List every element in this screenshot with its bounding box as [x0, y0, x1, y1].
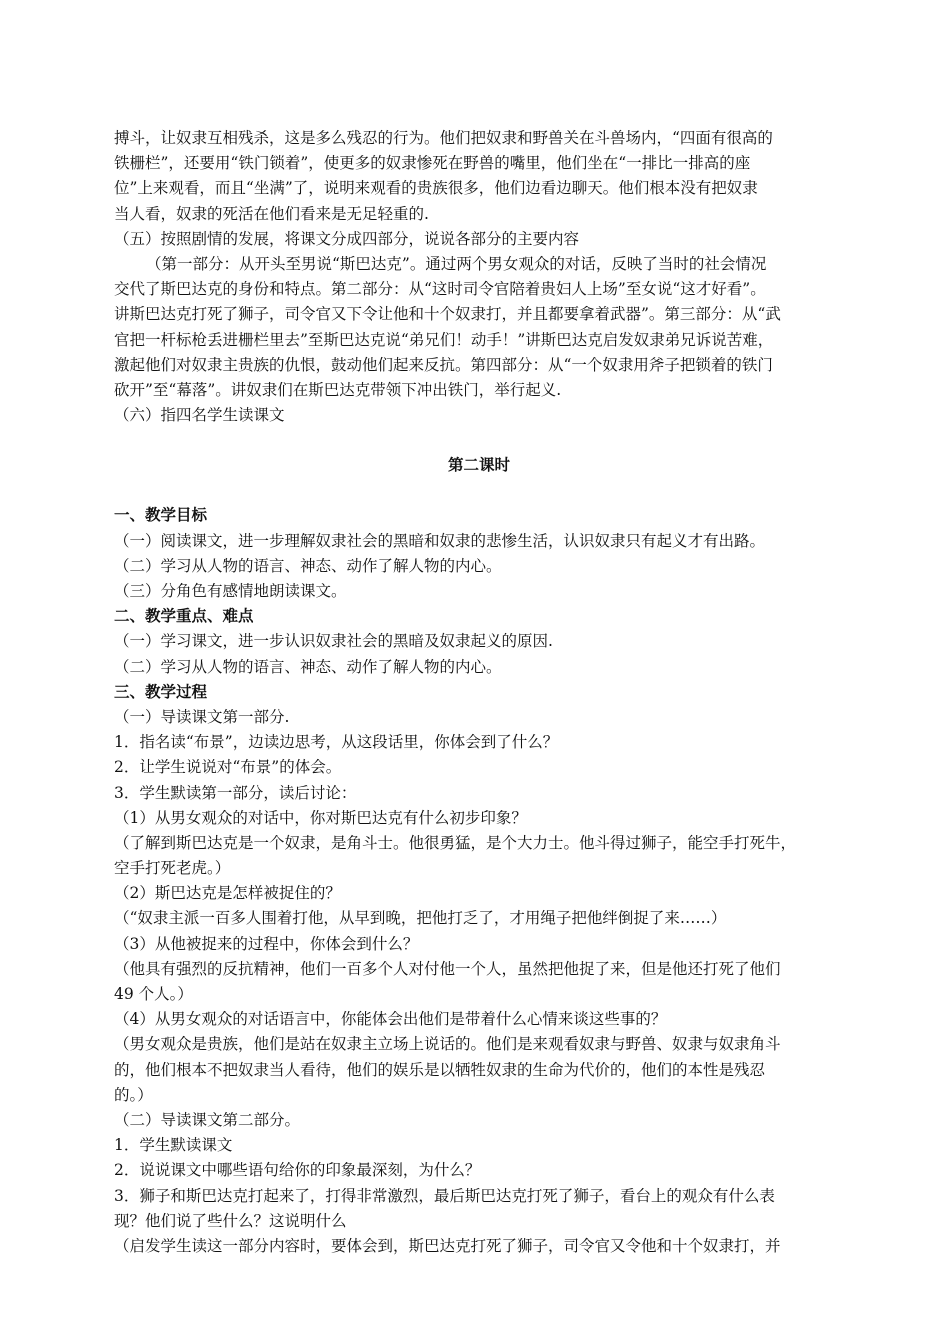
text-line: （2）斯巴达克是怎样被捉住的？ — [114, 884, 341, 903]
text-line: （3）从他被捉来的过程中，你体会到什么？ — [114, 934, 419, 953]
teaching-process — [114, 680, 844, 1259]
text-line: 讲斯巴达克打死了狮子，司令官又下令让他和十个奴隶打，并且都要拿着武器”。第三部分：从“武 — [114, 305, 781, 324]
text-line: （五）按照剧情的发展，将课文分成四部分，说说各部分的主要内容 — [114, 229, 580, 248]
text-line: 官把一杆标枪丢进栅栏里去”至斯巴达克说“弟兄们！动手！”讲斯巴达克启发奴隶弟兄诉说苦难， — [114, 330, 774, 349]
text-line: 49 个人。） — [114, 985, 193, 1003]
text-line: （一）导读课文第一部分. — [114, 707, 290, 726]
text-line: 1．学生默读课文 — [114, 1136, 233, 1155]
section-title: 第二课时 — [447, 456, 510, 475]
text-line: （了解到斯巴达克是一个奴隶，是角斗士。他很勇猛，是个大力士。他斗得过狮子，能空手打死牛， — [114, 833, 797, 852]
text-line: 的，他们根本不把奴隶当人看待，他们的娱乐是以牺牲奴隶的生命为代价的，他们的本性是残忍 — [114, 1060, 766, 1079]
text-line: 2．让学生说说对“布景”的体会。 — [114, 758, 342, 777]
text-line: 3．学生默读第一部分，读后讨论： — [114, 783, 357, 802]
text-line: （六）指四名学生读课文 — [114, 406, 285, 425]
text-line: 空手打死老虎。） — [114, 859, 231, 878]
list-item: （一）阅读课文，进一步理解奴隶社会的黑暗和奴隶的悲惨生活，认识奴隶只有起义才有出路。 — [114, 531, 766, 550]
text-line: 搏斗，让奴隶互相残杀，这是多么残忍的行为。他们把奴隶和野兽关在斗兽场内，“四面有很高的 — [114, 129, 773, 147]
text-line: 铁栅栏”，还要用“铁门锁着”，使更多的奴隶惨死在野兽的嘴里，他们坐在“一排比一排高的座 — [114, 154, 751, 173]
text-line: 位”上来观看，而且“坐满”了，说明来观看的贵族很多，他们边看边聊天。他们根本没有把奴隶 — [114, 179, 758, 198]
text-line: 的。） — [114, 1085, 153, 1104]
text-line: 激起他们对奴隶主贵族的仇恨，鼓动他们起来反抗。第四部分：从“一个奴隶用斧子把锁着的铁门 — [114, 355, 773, 374]
list-item: （二）学习从人物的语言、神态、动作了解人物的内心。 — [114, 556, 502, 575]
text-line: 3．狮子和斯巴达克打起来了，打得非常激烈，最后斯巴达克打死了狮子，看台上的观众有什么表 — [114, 1186, 775, 1205]
list-item: （二）学习从人物的语言、神态、动作了解人物的内心。 — [114, 657, 502, 676]
section-heading: 一、教学目标 — [114, 506, 208, 525]
text-line: （“奴隶主派一百多人围着打他，从早到晚，把他打乏了，才用绳子把他绊倒捉了来……） — [114, 909, 727, 928]
text-line: （男女观众是贵族，他们是站在奴隶主立场上说话的。他们是来观看奴隶与野兽、奴隶与奴隶角斗 — [114, 1035, 781, 1054]
teaching-goals — [114, 503, 844, 604]
text-line: （他具有强烈的反抗精神，他们一百多个人对付他一个人，虽然把他捉了来，但是他还打死了他们 — [114, 959, 781, 978]
section-heading: 三、教学过程 — [114, 682, 208, 701]
text-line: （1）从男女观众的对话中，你对斯巴达克有什么初步印象？ — [114, 808, 527, 827]
list-item: （三）分角色有感情地朗读课文。 — [114, 582, 347, 600]
text-line: 砍开”至“幕落”。讲奴隶们在斯巴达克带领下冲出铁门，举行起义. — [114, 380, 562, 399]
text-line: （4）从男女观众的对话语言中，你能体会出他们是带着什么心情来谈这些事的？ — [114, 1010, 667, 1029]
paragraph-analysis — [114, 126, 844, 428]
text-line: 现？他们说了些什么？这说明什么 — [114, 1211, 347, 1230]
text-line: 1．指名读“布景”，边读边思考，从这段话里，你体会到了什么？ — [114, 733, 559, 752]
teaching-focus — [114, 604, 844, 680]
text-line: （二）导读课文第二部分。 — [114, 1110, 301, 1129]
text-line: （第一部分：从开头至男说“斯巴达克”。通过两个男女观众的对话，反映了当时的社会情况 — [146, 254, 767, 273]
text-line: 当人看，奴隶的死活在他们看来是无足轻重的. — [114, 204, 429, 223]
text-line: （启发学生读这一部分内容时，要体会到，斯巴达克打死了狮子，司令官又令他和十个奴隶打，并 — [114, 1236, 781, 1255]
text-line: 2．说说课文中哪些语句给你的印象最深刻，为什么？ — [114, 1161, 481, 1180]
text-line: 交代了斯巴达克的身份和特点。第二部分：从“这时司令官陪着贵妇人上场”至女说“这才好看”。 — [114, 280, 766, 299]
section-heading: 二、教学重点、难点 — [114, 607, 254, 626]
document-page — [114, 126, 844, 1259]
list-item: （一）学习课文，进一步认识奴隶社会的黑暗及奴隶起义的原因. — [114, 632, 553, 651]
